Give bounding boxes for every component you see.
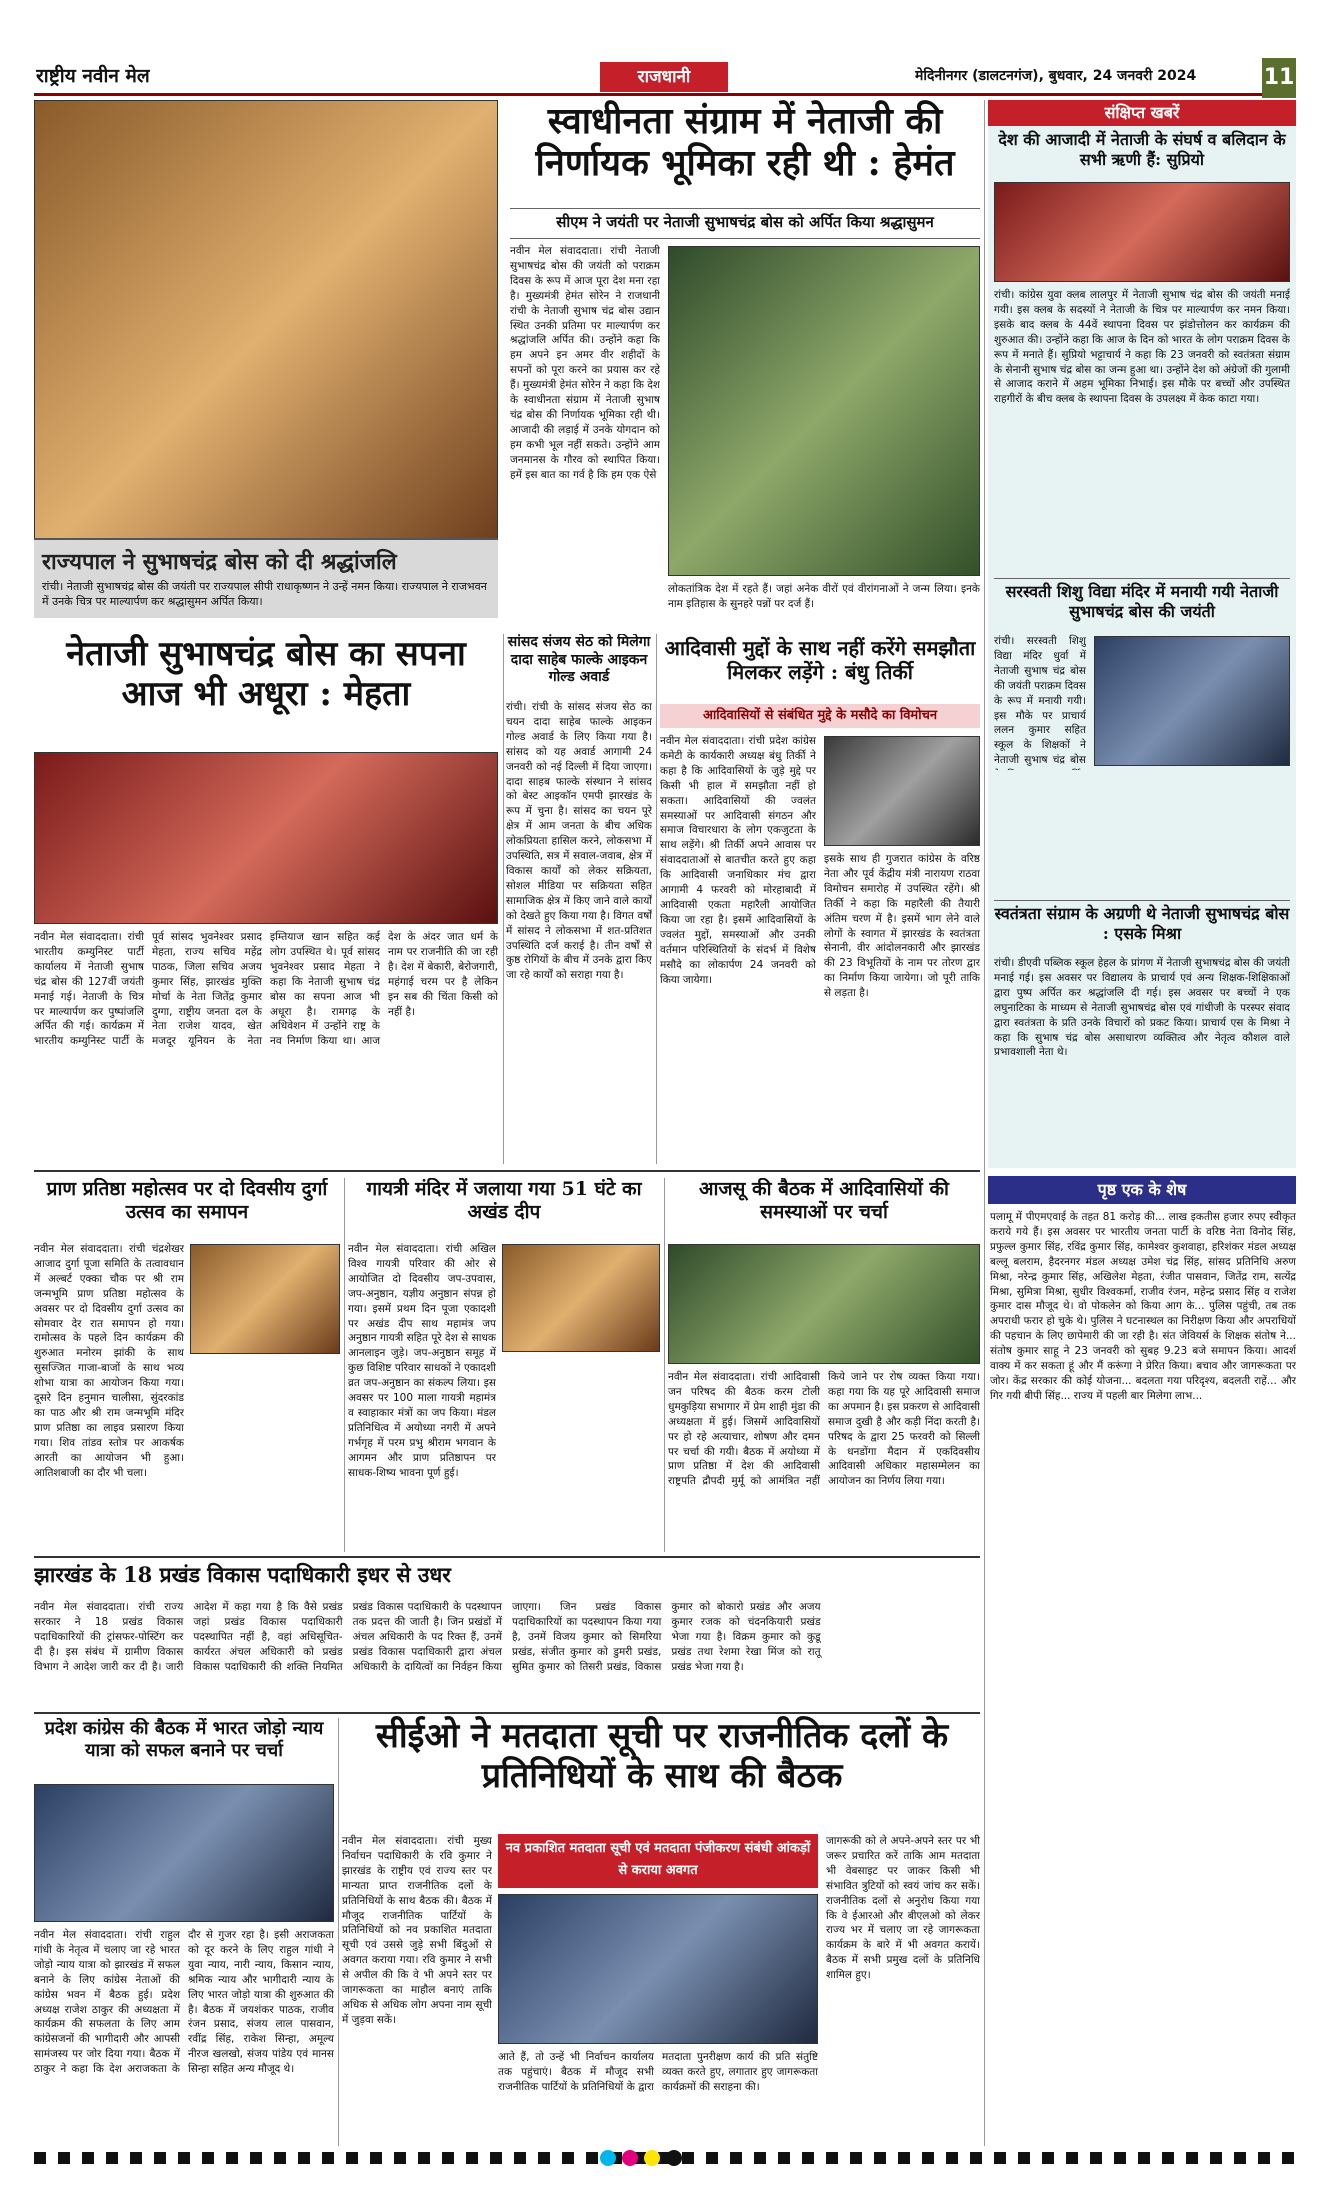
gayatri-headline: गायत्री मंदिर में जलाया गया 51 घंटे का अखंड दीप xyxy=(366,1178,642,1223)
mehta-headline: नेताजी सुभाषचंद्र बोस का सपना आज भी अधूरा : मेहता xyxy=(66,634,466,715)
durga-headline: प्राण प्रतिष्ठा महोत्सव पर दो दिवसीय दुर्गा उत्सव का समापन xyxy=(46,1178,328,1223)
lead-photo-caption: लोकतांत्रिक देश में रहते हैं। जहां अनेक वीरों एवं वीरांगनाओं ने जन्म लिया। इनके नाम इतिहास के सुनहरे पन्नों पर दर्ज हैं। xyxy=(668,583,980,610)
page-number: 11 xyxy=(1262,58,1296,98)
ajsu-headline: आजसू की बैठक में आदिवासियों की समस्याओं पर चर्चा xyxy=(699,1178,949,1223)
ceo-headline: सीईओ ने मतदाता सूची पर राजनीतिक दलों के प्रतिनिधियों के साथ की बैठक xyxy=(375,1716,949,1797)
ceo-body-1: नवीन मेल संवाददाता। रांची मुख्य निर्वाचन पदाधिकारी के रवि कुमार ने झारखंड के राष्ट्रीय एवं राज्य स्तर पर मान्यता प्राप्त राजनीतिक दलों के प्रतिनिधियों के साथ बैठक की। बैठक में मौजूद राजनीतिक पार्टियों के प्रतिनिधियों को नव प्रकाशित मतदाता सूची एवं उससे जुड़े सभी बिंदुओं से अवगत कराया गया। रवि कुमार ने सभी से अपील की कि वे भी अपने स्तर पर जागरूकता का माहौल बनाएं ताकि अधिक से अधिक लोग अपना नाम सूची में जुड़वा सकें। xyxy=(342,1835,492,2026)
ajsu-photo xyxy=(668,1244,980,1364)
tirkey-headline: आदिवासी मुद्दों के साथ नहीं करेंगे समझौता मिलकर लड़ेंगे : बंधु तिर्की xyxy=(664,636,976,684)
ceo-photo-caption: आते हैं, तो उन्हें भी निर्वाचन कार्यालय तक पहुंचाएं। बैठक में मौजूद सभी राजनीतिक पार्टियों के प्रतिनिधियों के द्वारा मतदाता पुनरीक्षण कार्य की प्रति संतुष्टि व्यक्त करते हुए, लगातार हुए जागरूकता कार्यक्रमों की सराहना की। xyxy=(498,2051,818,2093)
gayatri-body: नवीन मेल संवाददाता। रांची अखिल विश्व गायत्री परिवार की ओर से आयोजित दो दिवसीय जप-उपवास, जप-अनुष्ठान, यज्ञीय अनुष्ठान संपन्न हो गया। इसमें प्रथम दिन पूजा एकादशी पर अखंड दीप साथ महामंत्र जप अनुष्ठान गायत्री सहित पूरे देश से साधक आनलाइन जुड़े। जप-अनुष्ठान समूह में कुछ विशिष्ट परिवार साधकों ने एकादशी व्रत जप-अनुष्ठान का संकल्प लिया। इस अवसर पर 100 माला गायत्री महामंत्र व स्वाहाकार मंत्रों का जप किया। मंडल प्रतिनिधित्व में अयोध्या नगरी में अपने गर्भगृह में परम प्रभु श्रीराम भगवान के आगमन और प्राण प्रतिष्ठापन पर साधक-शिष्य भावना पूर्ण हुई। xyxy=(348,1243,496,1479)
tirkey-body: नवीन मेल संवाददाता। रांची प्रदेश कांग्रेस कमेटी के कार्यकारी अध्यक्ष बंधु तिर्की ने कहा है कि आदिवासियों के जुड़े मुद्दे पर किसी भी हाल में समझौता नहीं हो सकता। आदिवासियों की ज्वलंत समस्याओं पर आदिवासी संगठन और समाज विचारधारा के लोग एकजुटता के साथ लड़ेंगे। श्री तिर्की अपने आवास पर संवाददाताओं से बातचीत करते हुए कहा कि आदिवासी जनाधिकार मंच द्वारा आगामी 4 फरवरी को मोरहाबादी में आदिवासी एकता महारैली आयोजित किया जा रहा है। इसमें आदिवासियों के ज्वलंत मुद्दों, समस्याओं और उनकी वर्तमान परिस्थितियों के संदर्भ में विशेष मसौदे का लोकार्पण 24 जनवरी को किया जायेगा। xyxy=(660,735,816,986)
page-one-rest-body: पलामू में पीएमएवाई के तहत 81 करोड़ की... लाख इकतीस हजार रुपए स्वीकृत कराये गये हैं। इस अवसर पर भारतीय जनता पार्टी के वरिष्ठ नेता विनोद सिंह, प्रफुल्ल कुमार सिंह, रविंद्र कुमार सिंह, कामेश्वर कुशवाहा, हरिशंकर मंडल अध्यक्ष बल्लू बलराम, हैदरनगर मंडल अध्यक्ष उमेश चंद्र सिंह, सांसद प्रतिनिधि अरुण मिश्रा, नरेन्द्र कुमार सिंह, अखिलेश मेहता, रंजीत पासवान, जितेंद्र राम, सत्येंद्र मिश्रा, सुमित्रा मिश्रा, सुधीर विश्वकर्मा, राजीव रंजन, महेन्द्र प्रसाद सिंह व राजेश कुमार दास मौजूद थे। वो पोकलेन को किया आग के... पुलिस पहुंची, तब तक अपराधी फरार हो चुके थे। पुलिस ने घटनास्थल का निरीक्षण किया और अपराधियों की पहचान के लिए छापेमारी की जा रही है। संत जेवियर्स के शिक्षक संतोष ने... संतोष कुमार साहू ने 23 जनवरी को सुबह 9.23 बजे समापन किया। आदर्श वाक्य में कर सकता हूं और मैं करूंगा ने प्रेरित किया। बचाव और जागरूकता पर जोर। केंद्र सरकार की कोई योजना... बदलता गया परिदृश्य, बदलती राहें... और गिर गयी बीपी सिंह... राज्य में पहली बार मिलेगा लाभ... xyxy=(990,1211,1296,1402)
governor-photo xyxy=(34,100,498,560)
section-tab: राजधानी xyxy=(600,62,728,92)
bdo-headline: झारखंड के 18 प्रखंड विकास पदाधिकारी इधर से उधर xyxy=(34,1562,451,1587)
mehta-photo xyxy=(34,752,498,924)
lead-subhead: सीएम ने जयंती पर नेताजी सुभाषचंद्र बोस को अर्पित किया श्रद्धासुमन xyxy=(556,213,934,231)
brief-item1-photo xyxy=(994,182,1290,282)
lead-photo xyxy=(668,246,980,576)
brief-item1-headline: देश की आजादी में नेताजी के संघर्ष व बलिदान के सभी ऋणी हैं: सुप्रियो xyxy=(998,130,1286,169)
brief-item1-body: रांची। कांग्रेस युवा क्लब लालपुर में नेताजी सुभाष चंद्र बोस की जयंती मनाई गयी। इस क्लब के सदस्यों ने नेताजी के चित्र पर माल्यार्पण कर नमन किया। इसके बाद क्लब के 44वें स्थापना दिवस पर झंडोत्तोलन कर कार्यक्रम की शुरुआत की। उन्होंने कहा कि आज के दिन को भारत के लोग पराक्रम दिवस के रूप में मनाते हैं। सुप्रियो भट्टाचार्य ने कहा कि 23 जनवरी को स्वतंत्रता संग्राम के सेनानी सुभाष चंद्र बोस का जन्म हुआ था। उन्होंने देश को अंग्रेजों की गुलामी से आजाद कराने में अहम भूमिका निभाई। इस मौके पर बच्चों और उपस्थित राहगीरों के बीच क्लब के स्थापना दिवस के उपलक्ष्य में केक काटा गया। xyxy=(994,289,1290,406)
governor-caption-text: रांची। नेताजी सुभाषचंद्र बोस की जयंती पर राज्यपाल सीपी राधाकृष्णन ने उन्हें नमन किया। राज्यपाल ने राजभवन में उनके चित्र पर माल्यार्पण कर श्रद्धासुमन अर्पित किया। xyxy=(42,580,487,608)
brief-news-header: संक्षिप्त खबरें xyxy=(988,100,1296,126)
paper-name: राष्ट्रीय नवीन मेल xyxy=(36,65,150,87)
ceo-photo xyxy=(498,1894,818,2044)
durga-body-b xyxy=(190,1360,340,1552)
ceo-body-2: जागरूकी को ले अपने-अपने स्तर पर भी जरूर प्रचारित करें ताकि आम मतदाता भी वेबसाइट पर जाकर किसी भी संभावित त्रुटियों को स्वयं जांच कर सकें। राजनीतिक दलों से अनुरोध किया गया कि वे ईआरओ और बीएलओ को लेकर राज्य भर में चलाए जा रहे जागरूकता कार्यक्रम के बारे में भी अवगत करायें। बैठक में सभी प्रमुख दलों के प्रतिनिधि शामिल हुए। xyxy=(826,1835,980,1982)
tirkey-photo xyxy=(824,736,980,846)
bdo-body: नवीन मेल संवाददाता। रांची राज्य सरकार ने 18 प्रखंड विकास पदाधिकारियों की ट्रांसफर-पोस्टिंग कर दी है। इस संबंध में ग्रामीण विकास विभाग ने आदेश जारी कर दी है। जारी आदेश में कहा गया है कि वैसे प्रखंड जहां प्रखंड विकास पदाधिकारी पदस्थापित नहीं है, वहां अधिसूचित-कार्यरत अंचल अधिकारी को प्रखंड विकास पदाधिकारी की शक्ति नियमित प्रखंड विकास पदाधिकारी के पदस्थापन तक प्रदत्त की जाती है। जिन प्रखंडों में अंचल अधिकारी के पद रिक्त हैं, उनमें प्रखंड विकास पदाधिकारी द्वारा अंचल अधिकारी के दायित्वों का निर्वहन किया जाएगा। जिन प्रखंड विकास पदाधिकारियों का पदस्थापन किया गया है, उनमें विजय कुमार को सिमरिया प्रखंड, संजीत कुमार को डुमरी प्रखंड, सुमित कुमार को तिसरी प्रखंड, विकास कुमार को बोकारो प्रखंड और अजय कुमार रजक को चंदनकियारी प्रखंड भेजा गया है। विक्रम कुमार को कुडू प्रखंड तथा रेशमा रेखा मिंज को रातू प्रखंड भेजा गया है। xyxy=(34,1601,821,1673)
brief-item2-body-b xyxy=(994,772,1290,896)
brief-item3-body: रांची। डीएवी पब्लिक स्कूल हेहल के प्रांगण में नेताजी सुभाषचंद्र बोस की जयंती मनाई गई। इस अवसर पर विद्यालय के प्राचार्य एवं अन्य शिक्षक-शिक्षिकाओं द्वारा पुष्प अर्पित कर श्रद्धांजलि दी गई। इस अवसर पर बच्चों ने एक लघुनाटिका के माध्यम से नेताजी सुभाषचंद्र बोस एवं गांधीजी के परस्पर संवाद द्वारा स्वतंत्रता के प्रति उनके विचारों को प्रकट किया। प्राचार्य एस के मिश्रा ने कहा कि सुभाष चंद्र बोस असाधारण व्यक्तित्व और नेतृत्व कौशल वाले प्रभावशाली नेता थे। xyxy=(994,957,1290,1059)
governor-caption xyxy=(34,538,498,618)
registration-marks xyxy=(600,2150,730,2166)
dateline: मेदिनीनगर (डालटनगंज), बुधवार, 24 जनवरी 2024 xyxy=(915,68,1197,84)
ceo-subhead: नव प्रकाशित मतदाता सूची एवं मतदाता पंजीकरण संबंधी आंकड़ों से कराया अवगत xyxy=(498,1834,818,1888)
brief-item2-photo xyxy=(1094,636,1290,766)
congress-photo xyxy=(34,1784,334,1922)
congress-body: नवीन मेल संवाददाता। रांची राहुल गांधी के नेतृत्व में चलाए जा रहे भारत जोड़ो न्याय यात्रा को झारखंड में सफल बनाने के लिए कांग्रेस नेताओं की कांग्रेस भवन में बैठक हुई। प्रदेश अध्यक्ष राजेश ठाकुर की अध्यक्षता में कार्यक्रम की सफलता के लिए आम कांग्रेसजनों की भागीदारी और आपसी सामंजस्य पर जोर दिया गया। बैठक में ठाकुर ने कहा कि देश अराजकता के दौर से गुजर रहा है। इसी अराजकता को दूर करने के लिए राहुल गांधी ने युवा न्याय, नारी न्याय, किसान न्याय, श्रमिक न्याय और भागीदारी न्याय के लिए भारत जोड़ो यात्रा की शुरुआत की है। बैठक में जयशंकर पाठक, राजीव रंजन प्रसाद, संजय लाल पासवान, रवींद्र सिंह, राकेश सिन्हा, अमूल्य नीरज खलखो, संजय पांडेय एवं मानस सिन्हा सहित अन्य मौजूद थे। xyxy=(34,1929,334,2076)
congress-headline: प्रदेश कांग्रेस की बैठक में भारत जोड़ो न्याय यात्रा को सफल बनाने पर चर्चा xyxy=(44,1718,324,1761)
mehta-body: नवीन मेल संवाददाता। रांची भारतीय कम्युनिस्ट पार्टी कार्यालय में नेताजी सुभाष चंद्र बोस की 127वीं जयंती मनाई गई। नेताजी के चित्र पर माल्यार्पण कर पुष्पांजलि अर्पित की गई। कार्यक्रम में भारतीय कम्युनिस्ट पार्टी के पूर्व सांसद भुवनेश्वर प्रसाद मेहता, राज्य सचिव महेंद्र पाठक, जिला सचिव अजय कुमार सिंह, झारखंड मुक्ति मोर्चा के नेता जितेंद्र कुमार दुग्गा, राष्ट्रीय जनता दल के नेता राजेश यादव, खेत मजदूर यूनियन के नेता इम्तियाज खान सहित कई लोग उपस्थित थे। पूर्व सांसद भुवनेश्वर प्रसाद मेहता ने कहा कि नेताजी सुभाष चंद्र बोस का सपना आज भी अधूरा है। रामगढ़ के अधिवेशन में उन्होंने राष्ट्र के नव निर्माण किया था। आज देश के अंदर जात धर्म के नाम पर राजनीति की जा रही है। देश में बेकारी, बेरोजगारी, महंगाई चरम पर है लेकिन इन सब की चिंता किसी को नहीं है। xyxy=(34,931,498,1048)
governor-caption-title: राज्यपाल ने सुभाषचंद्र बोस को दी श्रद्धांजलि xyxy=(42,549,397,575)
brief-item2-body-a: रांची। सरस्वती शिशु विद्या मंदिर धुर्वा में नेताजी सुभाष चंद्र बोस की जयंती पराक्रम दिवस के रूप में मनायी गयी। इस मौके पर प्राचार्य ललन कुमार सहित स्कूल के शिक्षकों ने नेताजी सुभाष चंद्र बोस xyxy=(994,635,1086,767)
durga-body: नवीन मेल संवाददाता। रांची चंद्रशेखर आजाद दुर्गा पूजा समिति के तत्वावधान में अल्बर्ट एक्का चौक पर श्री राम जन्मभूमि प्राण प्रतिष्ठा महोत्सव के अवसर पर दो दिवसीय दुर्गा उत्सव का सोमवार देर रात समापन हो गया। रामोत्सव के पहले दिन कार्यक्रम की शुरुआत मनोरम झांकी के साथ सुसज्जित गाजा-बाजों के साथ भव्य शोभा यात्रा का आयोजन किया गया। दूसरे दिन हनुमान चालीसा, सुंदरकांड का पाठ और श्री राम जन्मभूमि मंदिर प्राण प्रतिष्ठा का लाइव प्रसारण किया गया। शिव तांडव स्तोत्र पर आकर्षक आरती का आयोजन भी हुआ। आतिशबाजी का दौर भी चला। xyxy=(34,1243,184,1479)
gayatri-photo xyxy=(502,1244,660,1352)
durga-photo xyxy=(190,1244,340,1354)
page-one-rest-header: पृष्ठ एक के शेष xyxy=(988,1176,1296,1204)
dada-saheb-body: रांची। रांची के सांसद संजय सेठ का चयन दादा साहेब फाल्के आइकन गोल्ड अवार्ड के लिए किया गया है। सांसद को यह अवार्ड आगामी 24 जनवरी को नई दिल्ली में दिया जाएगा। दादा साहब फाल्के संस्थान ने सांसद को बेस्ट आइकॉन एमपी झारखंड के रूप में चुना है। सांसद का चयन पूरे क्षेत्र में आम जनता के बीच अधिक लोकप्रियता हासिल करने, लोकसभा में उपस्थिति, सत्र में सवाल-जवाब, क्षेत्र में विकास कार्यों को लेकर सक्रियता, सोशल मीडिया पर सक्रियता सहित सामाजिक क्षेत्र में किए जाने वाले कार्यों को देखते हुए किया गया है। विगत वर्षों में सांसद ने लोकसभा में शत-प्रतिशत उपस्थिति दर्ज कराई है। तीन वर्षों से कुष्ठ रोगियों के बीच में उनके द्वारा किए जा रहे कार्यों को सराहा गया है। xyxy=(506,701,652,982)
tirkey-photo-caption: इसके साथ ही गुजरात कांग्रेस के वरिष्ठ नेता और पूर्व केंद्रीय मंत्री नारायण राठवा विमोचन समारोह में उपस्थित रहेंगे। श्री तिर्की ने कहा कि महारैली की तैयारी अंतिम चरण में है। इसमें भाग लेने वाले लोगों के स्वागत में झारखंड के स्वतंत्रता सेनानी, वीर आंदोलनकारी और झारखंड की 23 विभूतियों के नाम पर तोरण द्वार का निर्माण किया जायेगा। जो पूरी ताकि से लड़ता है। xyxy=(824,853,980,1000)
ajsu-body: नवीन मेल संवाददाता। रांची आदिवासी जन परिषद की बैठक करम टोली धुमकुड़िया सभागार में प्रेम शाही मुंडा की अध्यक्षता में हुई। जिसमें आदिवासियों पर हो रहे अत्याचार, शोषण और दमन पर चर्चा की गयी। बैठक में अयोध्या में प्राण प्रतिष्ठा में देश की आदिवासी राष्ट्रपति द्रौपदी मुर्मू को आमंत्रित नहीं किये जाने पर रोष व्यक्त किया गया। कहा गया कि यह पूरे आदिवासी समाज का अपमान है। इस प्रकरण से आदिवासी समाज दुखी है और कड़ी निंदा करती है। परिषद के द्वारा 25 फरवरी को सिल्ली के धनडोंगा मैदान में एकदिवसीय आदिवासी अधिकार महासम्मेलन का आयोजन का निर्णय लिया गया। xyxy=(668,1371,980,1488)
tirkey-subhead: आदिवासियों से संबंधित मुद्दे के मसौदे का विमोचन xyxy=(660,704,980,728)
dada-saheb-headline: सांसद संजय सेठ को मिलेगा दादा साहेब फाल्के आइकन गोल्ड अवार्ड xyxy=(507,634,651,685)
brief-item3-headline: स्वतंत्रता संग्राम के अग्रणी थे नेताजी सुभाषचंद्र बोस : एसके मिश्रा xyxy=(994,904,1290,943)
lead-headline: स्वाधीनता संग्राम में नेताजी की निर्णायक भूमिका रही थी : हेमंत xyxy=(535,100,955,185)
brief-item2-headline: सरस्वती शिशु विद्या मंदिर में मनायी गयी नेताजी सुभाषचंद्र बोस की जयंती xyxy=(1005,582,1279,621)
gayatri-body-b xyxy=(502,1358,660,1552)
lead-body: नवीन मेल संवाददाता। रांची नेताजी सुभाषचंद्र बोस की जयंती को पराक्रम दिवस के रूप में आज पूरा देश मना रहा है। मुख्यमंत्री हेमंत सोरेन ने राजधानी रांची के नेताजी सुभाष चंद्र बोस उद्यान स्थित उनकी प्रतिमा पर माल्यार्पण कर श्रद्धांजलि अर्पित की। उन्होंने कहा कि हम अपने इन अमर वीर शहीदों के सपनों को पूरा करने का प्रयास कर रहे हैं। मुख्यमंत्री हेमंत सोरेन ने कहा कि देश के स्वाधीनता संग्राम में नेताजी सुभाष चंद्र बोस की निर्णायक भूमिका रही थी। आजादी की लड़ाई में उनके योगदान को हम कभी भूल नहीं सकते। उन्होंने आम जनमानस के गौरव को स्थापित किया। हमें इस बात का गर्व है कि हम एक ऐसे xyxy=(510,245,660,481)
